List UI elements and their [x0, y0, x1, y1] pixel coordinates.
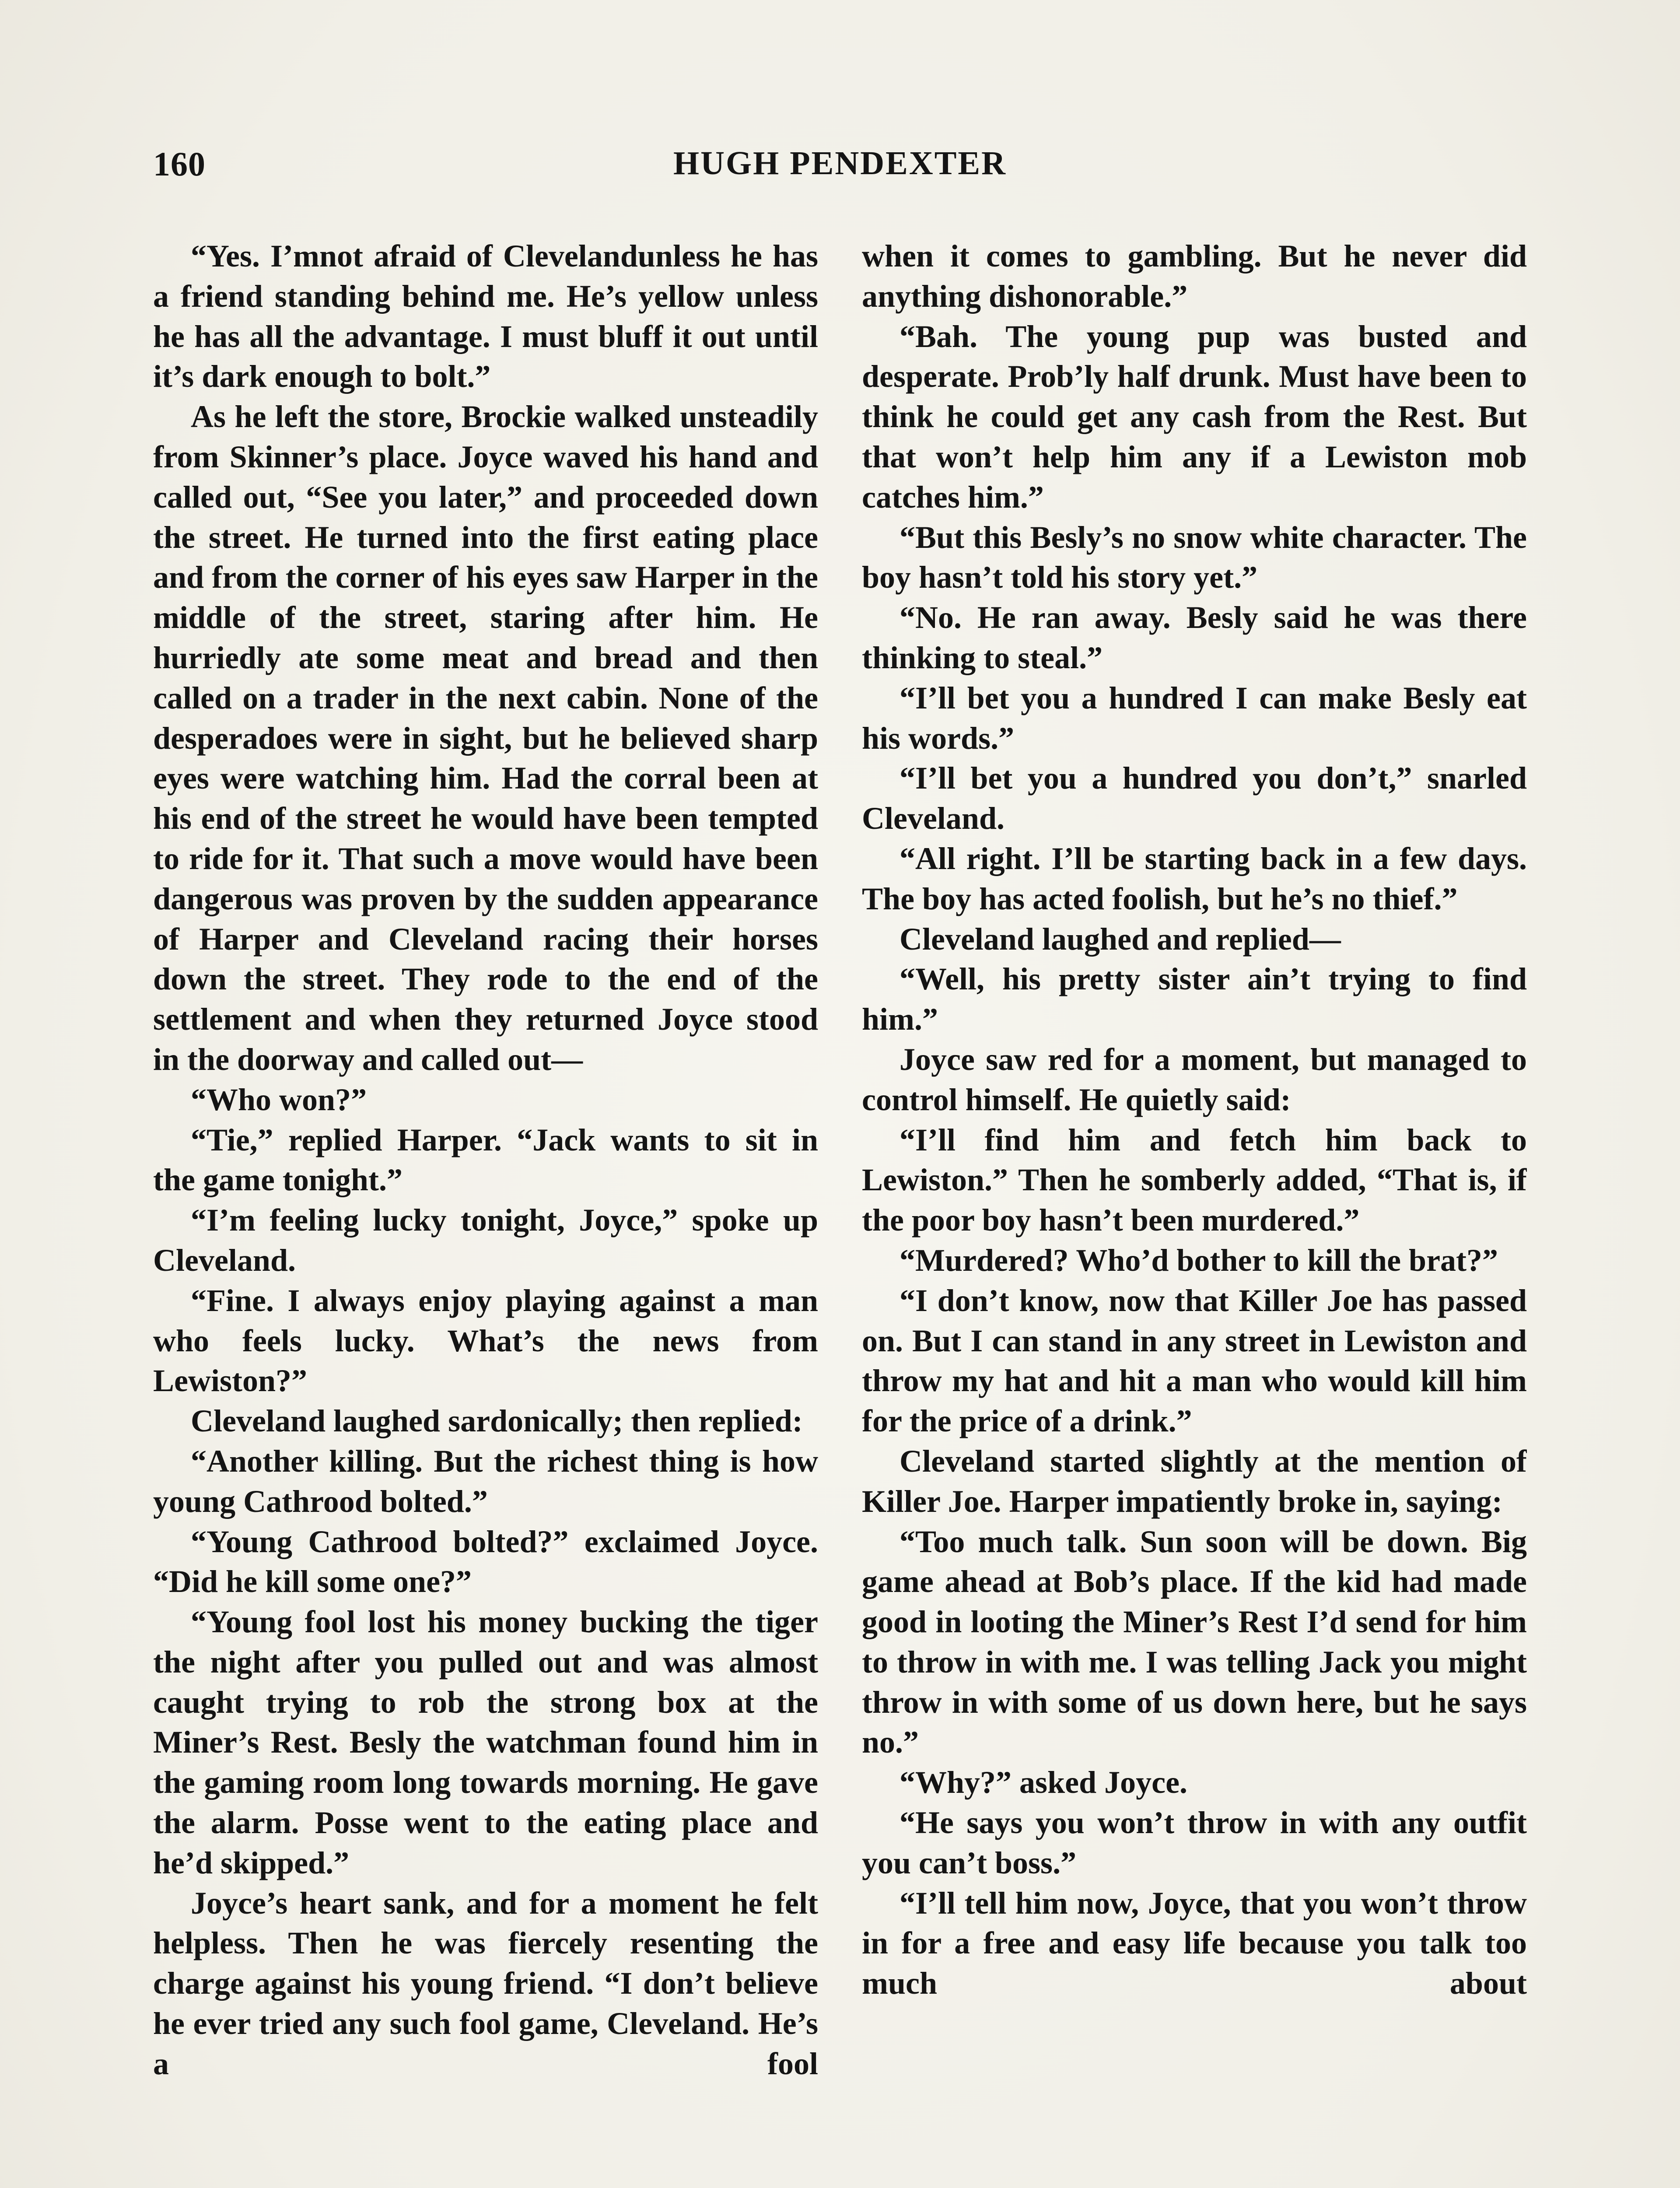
paragraph: “But this Besly’s no snow white character. The boy hasn’t told his story yet.” — [862, 519, 1527, 595]
paragraph: “Too much talk. Sun soon will be down. Big game ahead at Bob’s place. If the kid had made good in looting the Miner’s Rest I’d send for him to throw in with me. I was telling Jack you might throw in with some of us down here, but he says no.” — [862, 1524, 1527, 1760]
paragraph: “I don’t know, now that Killer Joe has passed on. But I can stand in any street in Lewiston and throw my hat and hit a man who would kill him for the price of a drink.” — [862, 1283, 1527, 1439]
paragraph: “I’ll bet you a hundred I can make Besly eat his words.” — [862, 680, 1527, 756]
text-columns — [153, 236, 1527, 2188]
paragraph: Cleveland started slightly at the mention of Killer Joe. Harper impatiently broke in, saying: — [862, 1443, 1527, 1519]
paragraph: Joyce saw red for a moment, but managed to control himself. He quietly said: — [862, 1041, 1527, 1117]
paragraph: Cleveland laughed and replied— — [900, 921, 1341, 957]
paragraph: As he left the store, Brockie walked unsteadily from Skinner’s place. Joyce waved his hand and called out, “See you later,” and proceeded down the street. He turned into the first eating place and from the corner of his eyes saw Harper in the middle of the street, staring after him. He hurriedly ate some meat and bread and then called on a trader in the next cabin. None of the desperadoes were in sight, but he believed sharp eyes were watching him. Had the corral been at his end of the street he would have been tempted to ride for it. That such a move would have been dangerous was proven by the sudden appearance of Harper and Cleveland racing their horses down the street. They rode to the end of the settlement and when they returned Joyce stood in the doorway and called out— — [153, 399, 818, 1077]
paragraph: “Another killing. But the richest thing is how young Cathrood bolted.” — [153, 1443, 818, 1519]
paragraph: “Bah. The young pup was busted and desperate. Prob’ly half drunk. Must have been to think he could get any cash from the Rest. But that won’t help him any if a Lewiston mob catches him.” — [862, 319, 1527, 515]
paragraph: “Young fool lost his money bucking the tiger the night after you pulled out and was almost caught trying to rob the strong box at the Miner’s Rest. Besly the watchman found him in the gaming room long towards morning. He gave the alarm. Posse went to the eating place and he’d skipped.” — [153, 1604, 818, 1880]
paragraph: Cleveland laughed sardonically; then replied: — [191, 1403, 803, 1439]
running-head — [153, 144, 1527, 197]
paragraph: “Why?” asked Joyce. — [900, 1765, 1188, 1800]
paragraph: “I’ll bet you a hundred you don’t,” snarled Cleveland. — [862, 761, 1527, 836]
paragraph: “I’m feeling lucky tonight, Joyce,” spoke up Cleveland. — [153, 1203, 818, 1278]
left-column — [153, 236, 818, 2188]
page-number: 160 — [153, 145, 206, 183]
paragraph: “Young Cathrood bolted?” exclaimed Joyce. “Did he kill some one?” — [153, 1524, 818, 1599]
paragraph: “He says you won’t throw in with any outfit you can’t boss.” — [862, 1805, 1527, 1880]
paragraph: “No. He ran away. Besly said he was there thinking to steal.” — [862, 600, 1527, 675]
running-title: HUGH PENDEXTER — [673, 145, 1007, 182]
paragraph: “Who won?” — [191, 1082, 367, 1117]
paragraph: “All right. I’ll be starting back in a few days. The boy has acted foolish, but he’s no thief.” — [862, 841, 1527, 916]
paragraph: “Murdered? Who’d bother to kill the brat?” — [900, 1242, 1498, 1278]
paragraph: “Fine. I always enjoy playing against a man who feels lucky. What’s the news from Lewiston?” — [153, 1283, 818, 1399]
paragraph: when it comes to gambling. But he never did anything dishonorable.” — [862, 238, 1527, 314]
right-column — [862, 236, 1527, 2188]
paragraph: “I’ll find him and fetch him back to Lewiston.” Then he somberly added, “That is, if the poor boy hasn’t been murdered.” — [862, 1122, 1527, 1238]
paragraph: Joyce’s heart sank, and for a moment he felt helpless. Then he was fiercely resenting the charge against his young friend. “I don’t believe he ever tried any such fool game, Cleveland. He’s a fool — [153, 1885, 818, 2081]
paragraph: “I’ll tell him now, Joyce, that you won’t throw in for a free and easy life because you talk too much about — [862, 1885, 1527, 2001]
paragraph: “Yes. I’mnot afraid of Clevelandunless he has a friend standing behind me. He’s yellow unless he has all the advantage. I must bluff it out until it’s dark enough to bolt.” — [153, 238, 818, 394]
paragraph: “Well, his pretty sister ain’t trying to find him.” — [862, 961, 1527, 1037]
paragraph: “Tie,” replied Harper. “Jack wants to sit in the game tonight.” — [153, 1122, 818, 1198]
